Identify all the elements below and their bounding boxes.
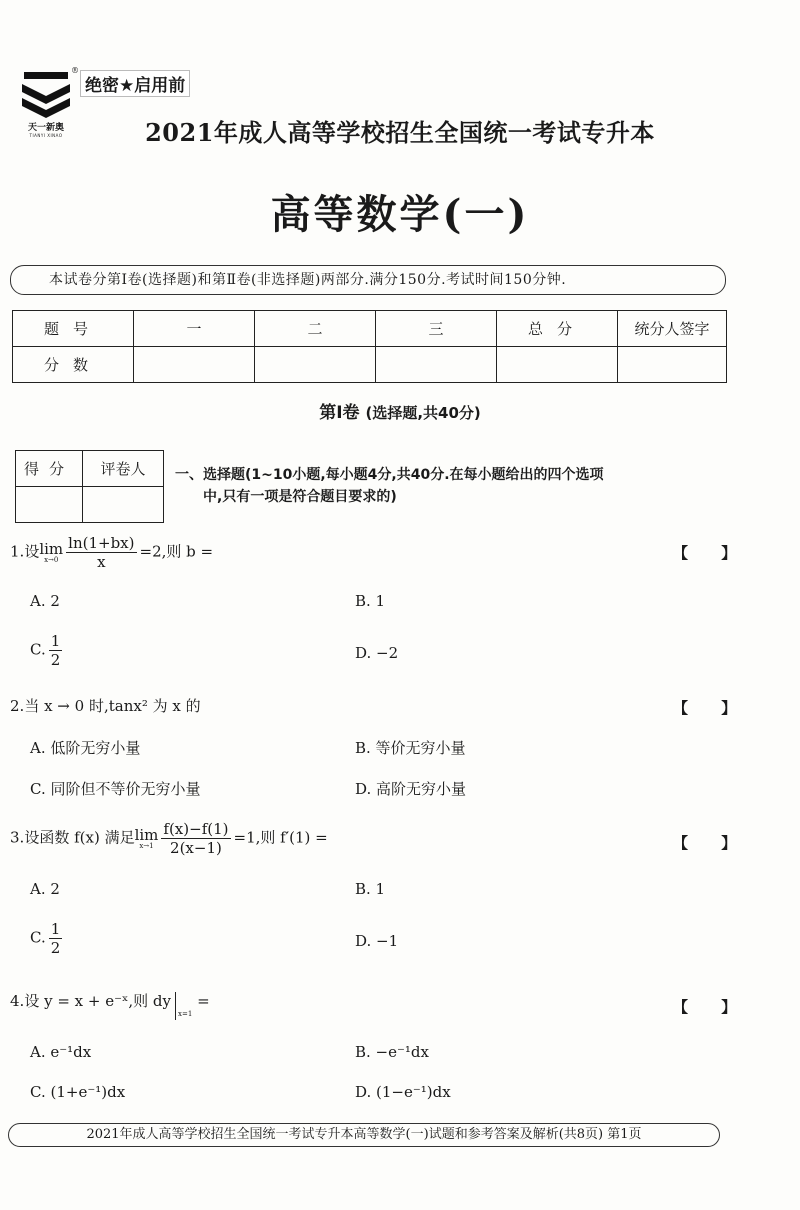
question-text-suffix: =: [197, 992, 210, 1010]
question-text-suffix: =2,则 b =: [139, 542, 214, 561]
score-header-signature: 统分人签字: [618, 311, 727, 347]
fraction: [49, 632, 63, 669]
limit-operator: [39, 539, 64, 564]
option-b[interactable]: B. 等价无穷小量: [355, 739, 466, 757]
fraction: [161, 820, 230, 857]
fraction-numerator: f(x)−f(1): [163, 820, 229, 838]
option-c-label: C.: [30, 640, 46, 659]
option-b[interactable]: B. 1: [355, 592, 386, 610]
question-3: [10, 820, 328, 857]
section-heading-line1: 一、选择题(1~10小题,每小题4分,共40分.在每小题给出的四个选项: [175, 467, 604, 483]
option-b[interactable]: B. 1: [355, 880, 386, 898]
grader-score-cell[interactable]: [16, 487, 83, 523]
section-heading: [175, 464, 735, 508]
fraction-numerator: 1: [50, 632, 61, 650]
limit-subscript: x→1: [139, 841, 154, 850]
logo-chevron-icon: [18, 70, 74, 118]
option-d[interactable]: D. (1−e⁻¹)dx: [355, 1083, 451, 1101]
fraction: [66, 534, 136, 571]
answer-bracket[interactable]: 【 】: [673, 834, 737, 852]
fraction-denominator: 2(x−1): [170, 839, 222, 857]
option-c[interactable]: C. (1+e⁻¹)dx: [30, 1083, 126, 1101]
fraction-denominator: 2: [50, 939, 61, 957]
secret-label: 绝密★启用前: [80, 70, 190, 97]
fraction-numerator: ln(1+bx): [68, 534, 135, 552]
limit-symbol: lim: [134, 825, 159, 844]
fraction-denominator: 2: [50, 651, 61, 669]
evaluation-subscript: x=1: [178, 1010, 193, 1018]
limit-operator: [134, 825, 159, 850]
answer-bracket[interactable]: 【 】: [673, 544, 737, 562]
score-table: [12, 310, 727, 383]
question-text: 设 y = x + e⁻ˣ,则 dy: [24, 992, 171, 1010]
limit-subscript: x→0: [44, 555, 59, 564]
page-footer: 2021年成人高等学校招生全国统一考试专升本高等数学(一)试题和参考答案及解析(共8页) 第1页: [8, 1123, 720, 1147]
logo-subtext: TIANYI XINAO: [29, 133, 63, 138]
question-2: [10, 695, 201, 716]
question-4: [10, 988, 210, 1018]
grader-name-header: 评卷人: [83, 451, 164, 487]
question-text: 设: [24, 542, 40, 561]
option-c-label: C.: [30, 928, 46, 947]
score-header-1: 一: [134, 311, 255, 347]
registered-mark: ®: [71, 66, 79, 75]
evaluation-bar: [175, 992, 176, 1020]
option-b[interactable]: B. −e⁻¹dx: [355, 1043, 429, 1061]
question-number: 1.: [10, 542, 25, 561]
score-cell[interactable]: [134, 347, 255, 383]
option-a[interactable]: A. 低阶无穷小量: [30, 739, 141, 757]
question-text-suffix: =1,则 f′(1) =: [233, 828, 328, 847]
option-a[interactable]: A. e⁻¹dx: [30, 1043, 92, 1061]
score-cell[interactable]: [618, 347, 727, 383]
option-d[interactable]: D. −1: [355, 932, 399, 950]
option-a[interactable]: A. 2: [30, 880, 60, 898]
option-c[interactable]: [30, 920, 65, 957]
question-number: 2.: [10, 697, 25, 715]
score-header-question: 题号: [13, 311, 134, 347]
part-title-main: 第Ⅰ卷: [319, 403, 360, 423]
option-c[interactable]: [30, 632, 65, 669]
answer-bracket[interactable]: 【 】: [673, 998, 737, 1016]
score-cell[interactable]: [255, 347, 376, 383]
part-title-sub: (选择题,共40分): [365, 404, 481, 422]
question-text: 当 x → 0 时,tanx² 为 x 的: [24, 697, 201, 715]
score-cell[interactable]: [376, 347, 497, 383]
fraction-denominator: x: [97, 553, 106, 571]
limit-symbol: lim: [39, 539, 64, 558]
question-1: [10, 534, 213, 571]
option-d[interactable]: D. −2: [355, 644, 399, 662]
answer-bracket[interactable]: 【 】: [673, 699, 737, 717]
logo-text: 天一新奥: [27, 123, 64, 133]
option-c[interactable]: C. 同阶但不等价无穷小量: [30, 780, 201, 798]
section-heading-line2: 中,只有一项是符合题目要求的): [203, 489, 397, 505]
score-cell[interactable]: [497, 347, 618, 383]
subject-title: 高等数学(一): [270, 191, 530, 238]
fraction: [49, 920, 63, 957]
fraction-numerator: 1: [50, 920, 61, 938]
question-text: 设函数 f(x) 满足: [24, 828, 135, 847]
score-header-total: 总分: [497, 311, 618, 347]
exam-title: 2021年成人高等学校招生全国统一考试专升本: [145, 118, 655, 147]
grader-table: [15, 450, 164, 523]
score-header-2: 二: [255, 311, 376, 347]
option-a[interactable]: A. 2: [30, 592, 60, 610]
question-number: 3.: [10, 828, 25, 847]
part-title: [0, 398, 800, 423]
exam-notice: 本试卷分第Ⅰ卷(选择题)和第Ⅱ卷(非选择题)两部分.满分150分.考试时间150分钟.: [10, 265, 726, 295]
grader-score-header: 得分: [16, 451, 83, 487]
option-d[interactable]: D. 高阶无穷小量: [355, 780, 467, 798]
score-row-label: 分数: [13, 347, 134, 383]
grader-name-cell[interactable]: [83, 487, 164, 523]
question-number: 4.: [10, 992, 25, 1010]
score-header-3: 三: [376, 311, 497, 347]
